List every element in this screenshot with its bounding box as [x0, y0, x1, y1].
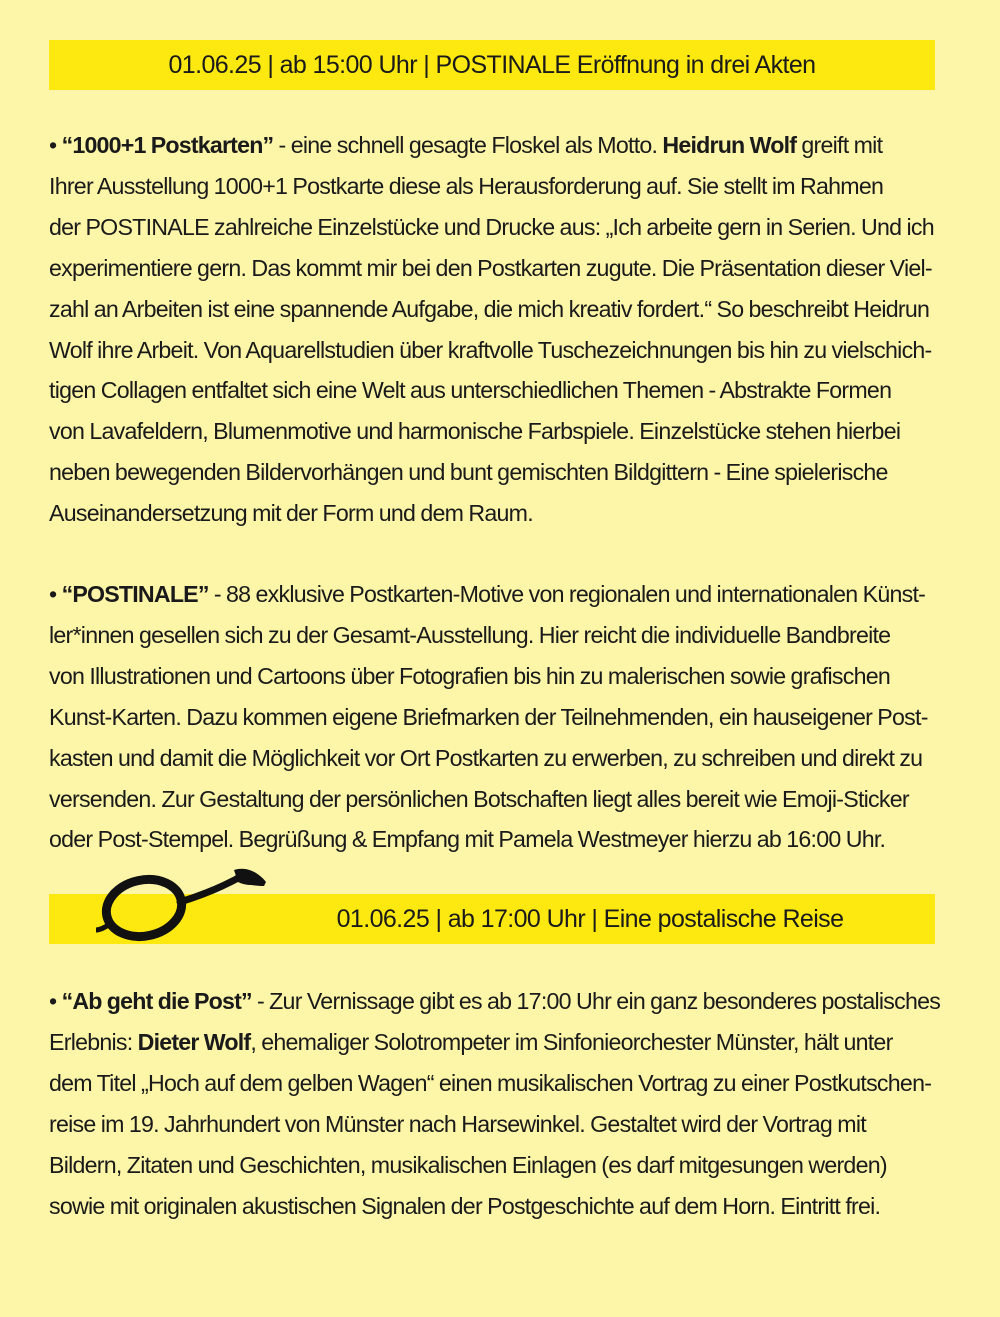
- section-2-line: versenden. Zur Gestaltung der persönlichen Botschaften liegt alles bereit wie Emoji-Sticker: [49, 785, 909, 812]
- section-1-line: tigen Collagen entfaltet sich eine Welt aus unterschiedlichen Themen - Abstrakte Formen: [49, 377, 892, 404]
- section-3-line: sowie mit originalen akustischen Signalen der Postgeschichte auf dem Horn. Eintritt frei.: [49, 1192, 881, 1219]
- section-1-line: zahl an Arbeiten ist eine spannende Aufgabe, die mich kreativ fordert.“ So beschreibt Heidrun: [49, 295, 930, 322]
- section-1-line: neben bewegenden Bildervorhängen und bunt gemischten Bildgittern - Eine spielerische: [49, 459, 888, 486]
- bullet: •: [49, 581, 62, 607]
- artist-name-heidrun-wolf: Heidrun Wolf: [662, 132, 797, 158]
- section-2-title: “POSTINALE”: [61, 581, 209, 607]
- section-3-line: [49, 1022, 949, 1063]
- bullet: •: [49, 988, 62, 1014]
- section-3-line: Bildern, Zitaten und Geschichten, musikalischen Einlagen (es darf mitgesungen werden): [49, 1151, 887, 1178]
- section-2-line1-rest: - 88 exklusive Postkarten-Motive von regionalen und internationalen Künst-: [208, 581, 926, 607]
- section-1-line1-rest: greift mit: [796, 132, 883, 158]
- section-1-intro: - eine schnell gesagte Floskel als Motto.: [273, 132, 663, 158]
- section-1-line: Auseinandersetzung mit der Form und dem Raum.: [49, 500, 533, 527]
- section-1-line: experimentiere gern. Das kommt mir bei den Postkarten zugute. Die Präsentation dieser Viel-: [49, 254, 932, 281]
- section-1-title: “1000+1 Postkarten”: [61, 132, 274, 158]
- section-3-title: “Ab geht die Post”: [61, 988, 252, 1014]
- section-2-line: [49, 574, 949, 615]
- event-header-bar-first: [49, 40, 935, 90]
- section-3-line: reise im 19. Jahrhundert von Münster nach Harsewinkel. Gestaltet wird der Vortrag mit: [49, 1110, 866, 1137]
- section-1000-postkarten: [49, 125, 949, 534]
- section-1-line: Wolf ihre Arbeit. Von Aquarellstudien über kraftvolle Tuschezeichnungen bis hin zu vielschich-: [49, 336, 932, 363]
- section-2-line: ler*innen gesellen sich zu der Gesamt-Ausstellung. Hier reicht die individuelle Bandbreite: [49, 621, 891, 648]
- section-ab-geht-die-post: [49, 981, 949, 1226]
- section-1-line: [49, 125, 949, 166]
- section-1-line: von Lavafeldern, Blumenmotive und harmonische Farbspiele. Einzelstücke stehen hierbei: [49, 418, 901, 445]
- section-2-line: Kunst-Karten. Dazu kommen eigene Briefmarken der Teilnehmenden, ein hauseigener Post-: [49, 703, 928, 730]
- section-3-line: dem Titel „Hoch auf dem gelben Wagen“ einen musikalischen Vortrag zu einer Postkutschen-: [49, 1069, 932, 1096]
- section-3-line2-pre: Erlebnis:: [49, 1028, 138, 1055]
- bullet: •: [49, 132, 62, 158]
- section-1-line: Ihrer Ausstellung 1000+1 Postkarte diese als Herausforderung auf. Sie stellt im Rahmen: [49, 172, 884, 199]
- post-horn-icon: [96, 864, 268, 944]
- section-3-line: [49, 981, 949, 1022]
- speaker-name-dieter-wolf: Dieter Wolf: [137, 1028, 251, 1055]
- event-header-first: 01.06.25 | ab 15:00 Uhr | POSTINALE Eröffnung in drei Akten: [168, 50, 816, 79]
- section-postinale: [49, 574, 949, 860]
- section-2-line: kasten und damit die Möglichkeit vor Ort Postkarten zu erwerben, zu schreiben und direkt zu: [49, 744, 923, 771]
- section-2-line: oder Post-Stempel. Begrüßung & Empfang mit Pamela Westmeyer hierzu ab 16:00 Uhr.: [49, 826, 886, 853]
- section-1-line: der POSTINALE zahlreiche Einzelstücke und Drucke aus: „Ich arbeite gern in Serien. Und ich: [49, 213, 934, 240]
- section-3-line1-rest: - Zur Vernissage gibt es ab 17:00 Uhr ein ganz besonderes postalisches: [251, 988, 941, 1014]
- section-3-line2-rest: , ehemaliger Solotrompeter im Sinfonieorchester Münster, hält unter: [250, 1028, 893, 1055]
- event-header-second: 01.06.25 | ab 17:00 Uhr | Eine postalische Reise: [336, 904, 844, 933]
- section-2-line: von Illustrationen und Cartoons über Fotografien bis hin zu malerischen sowie grafischen: [49, 662, 891, 689]
